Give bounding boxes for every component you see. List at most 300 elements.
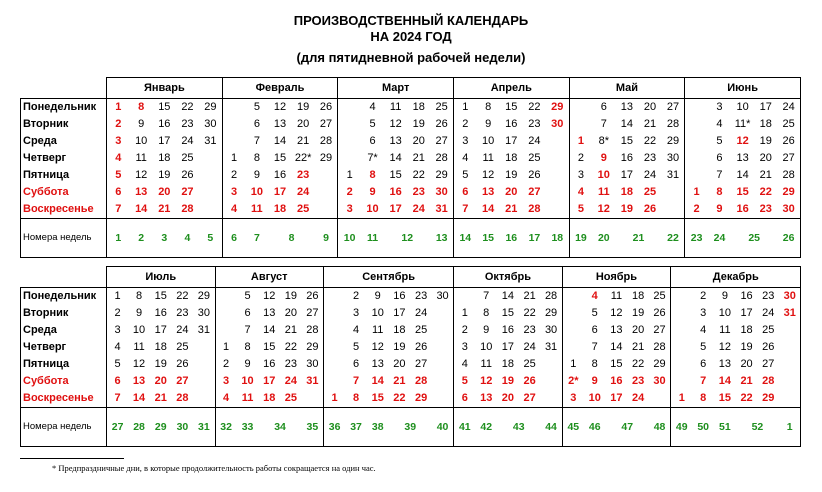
weekday-row bbox=[21, 167, 801, 184]
calendar-day: 26 bbox=[302, 288, 324, 306]
calendar-day: 3 bbox=[562, 390, 584, 408]
calendar-day: 26 bbox=[762, 341, 775, 353]
calendar-day: 17 bbox=[273, 186, 287, 198]
week-number: 1 bbox=[779, 408, 801, 447]
calendar-day: 15 bbox=[153, 99, 176, 117]
calendar-day: 20 bbox=[284, 307, 298, 319]
calendar-day: 17 bbox=[389, 203, 402, 215]
calendar-day: 25 bbox=[414, 324, 428, 336]
weekday-label: Пятница bbox=[21, 167, 107, 184]
calendar-day bbox=[199, 150, 222, 167]
weekday-label: Воскресенье bbox=[21, 390, 107, 408]
calendar-day: 19 bbox=[759, 135, 772, 147]
month-name: Май bbox=[569, 78, 685, 99]
calendar-day: 31 bbox=[199, 133, 222, 150]
calendar-day: 21 bbox=[631, 341, 645, 353]
week-numbers-row bbox=[21, 219, 801, 258]
calendar-day: 14 bbox=[497, 288, 519, 306]
calendar-day: 2 bbox=[685, 201, 708, 219]
calendar-day: 20 bbox=[412, 135, 425, 147]
calendar-day: 10 bbox=[731, 99, 754, 117]
calendar-day: 14 bbox=[389, 152, 402, 164]
calendar-day: 5 bbox=[352, 341, 360, 353]
calendar-day: 25 bbox=[284, 392, 298, 404]
calendar-day: 2 bbox=[338, 184, 361, 201]
month-name: Декабрь bbox=[671, 267, 801, 288]
calendar-day: 2 bbox=[453, 116, 476, 133]
calendar-day: 11 bbox=[597, 186, 610, 198]
calendar-day: 24 bbox=[777, 99, 800, 117]
calendar-day: 11 bbox=[135, 152, 147, 164]
calendar-day: 5 bbox=[107, 356, 129, 373]
calendar-day: 15 bbox=[150, 288, 172, 306]
calendar-day: 29 bbox=[540, 305, 562, 322]
calendar-day: 11 bbox=[251, 203, 263, 215]
calendar-day: 23 bbox=[176, 307, 189, 319]
week-number: 28 bbox=[128, 408, 150, 447]
calendar-day bbox=[432, 356, 454, 373]
calendar-day: 13 bbox=[135, 186, 148, 198]
calendar-day: 17 bbox=[620, 169, 634, 181]
calendar-day: 11 bbox=[719, 324, 731, 336]
week-number: 10 bbox=[338, 219, 361, 258]
calendar-day: 19 bbox=[631, 307, 645, 319]
calendar-day: 19 bbox=[620, 203, 634, 215]
calendar-day: 11 bbox=[482, 152, 494, 164]
calendar-day: 18 bbox=[759, 118, 772, 130]
calendar-day: 5 bbox=[237, 288, 259, 306]
calendar-day: 20 bbox=[393, 358, 406, 370]
calendar-day: 23 bbox=[297, 169, 310, 181]
calendar-day: 3 bbox=[107, 322, 129, 339]
calendar-day: 3 bbox=[215, 373, 237, 390]
calendar-day: 30 bbox=[432, 288, 454, 306]
calendar-day: 17 bbox=[610, 392, 623, 404]
calendar-day bbox=[432, 339, 454, 356]
calendar-day: 16 bbox=[158, 118, 171, 130]
calendar-day: 23 bbox=[523, 324, 536, 336]
week-number: 40 bbox=[432, 408, 454, 447]
calendar-day: 12 bbox=[482, 169, 495, 181]
calendar-day: 2 bbox=[454, 322, 476, 339]
week-number: 16 bbox=[500, 219, 523, 258]
calendar-block-jul-dec bbox=[20, 266, 801, 447]
calendar-day: 15 bbox=[389, 169, 402, 181]
calendar-day: 7 bbox=[700, 375, 707, 387]
calendar-day bbox=[779, 373, 801, 390]
calendar-day: 22 bbox=[523, 99, 546, 117]
calendar-day: 8 bbox=[244, 341, 251, 353]
calendar-day: 27 bbox=[523, 392, 536, 404]
calendar-day: 22 bbox=[393, 392, 406, 404]
calendar-day: 23 bbox=[643, 152, 657, 164]
calendar-day: 7 bbox=[475, 288, 497, 306]
calendar-day: 12 bbox=[268, 99, 291, 117]
calendar-day: 7 bbox=[253, 135, 260, 147]
calendar-day: 29 bbox=[430, 167, 453, 184]
week-number: 34 bbox=[258, 408, 301, 447]
calendar-day: 21 bbox=[393, 375, 406, 387]
calendar-day: 2 bbox=[692, 288, 714, 306]
calendar-day bbox=[193, 373, 215, 390]
calendar-day: 28 bbox=[649, 339, 671, 356]
week-number: 31 bbox=[193, 408, 215, 447]
week-number: 19 bbox=[569, 219, 592, 258]
week-number: 23 bbox=[685, 219, 708, 258]
calendar-day: 6 bbox=[107, 373, 129, 390]
calendar-day: 10 bbox=[241, 375, 254, 387]
calendar-day: 14 bbox=[610, 341, 623, 353]
calendar-day: 9 bbox=[716, 203, 723, 215]
week-number: 3 bbox=[153, 219, 176, 258]
calendar-day: 5 bbox=[454, 373, 476, 390]
calendar-day: 4 bbox=[107, 339, 129, 356]
month-name: Октябрь bbox=[454, 267, 562, 288]
calendar-day: 20 bbox=[631, 324, 645, 336]
calendar-day bbox=[338, 133, 361, 150]
header-spacer bbox=[21, 78, 107, 99]
calendar-day: 3 bbox=[352, 307, 360, 319]
calendar-day bbox=[215, 322, 237, 339]
calendar-day: 10 bbox=[588, 392, 601, 404]
calendar-day: 6 bbox=[244, 307, 251, 319]
calendar-day: 16 bbox=[501, 324, 515, 336]
calendar-day: 28 bbox=[762, 375, 775, 387]
calendar-day: 25 bbox=[649, 288, 671, 306]
calendar-day: 7 bbox=[107, 201, 130, 219]
calendar-day: 29 bbox=[302, 339, 324, 356]
weekday-label: Суббота bbox=[21, 373, 107, 390]
calendar-day: 26 bbox=[649, 305, 671, 322]
calendar-day bbox=[315, 184, 338, 201]
calendar-day: 23 bbox=[412, 186, 425, 198]
calendar-day bbox=[685, 116, 708, 133]
calendar-day: 17 bbox=[505, 135, 518, 147]
calendar-day: 22 bbox=[412, 169, 425, 181]
calendar-day: 24 bbox=[643, 169, 657, 181]
calendar-day: 24 bbox=[414, 307, 428, 319]
calendar-day bbox=[324, 373, 346, 390]
month-name: Январь bbox=[107, 78, 223, 99]
calendar-day: 20 bbox=[297, 118, 310, 130]
week-number: 51 bbox=[714, 408, 736, 447]
week-number: 43 bbox=[497, 408, 540, 447]
week-number: 30 bbox=[172, 408, 194, 447]
month-name: Август bbox=[215, 267, 324, 288]
calendar-day: 13 bbox=[273, 118, 287, 130]
calendar-day bbox=[324, 339, 346, 356]
calendar-day bbox=[199, 201, 222, 219]
calendar-day: 25 bbox=[523, 358, 536, 370]
calendar-day: 9 bbox=[600, 152, 607, 164]
calendar-day bbox=[432, 305, 454, 322]
calendar-day: 4 bbox=[352, 324, 360, 336]
calendar-day: 17 bbox=[158, 135, 171, 147]
calendar-day: 9 bbox=[714, 288, 736, 306]
week-number: 50 bbox=[692, 408, 714, 447]
weekday-row bbox=[21, 99, 801, 117]
weekday-label: Воскресенье bbox=[21, 201, 107, 219]
calendar-day: 4 bbox=[716, 118, 723, 130]
calendar-day: 21 bbox=[154, 392, 167, 404]
calendar-day: 9 bbox=[135, 307, 143, 319]
calendar-day: 8 bbox=[700, 392, 707, 404]
weekday-label: Понедельник bbox=[21, 288, 107, 306]
calendar-day: 4 bbox=[569, 184, 592, 201]
calendar-day bbox=[685, 167, 708, 184]
calendar-day bbox=[193, 339, 215, 356]
month-name: Июль bbox=[107, 267, 216, 288]
weekday-row bbox=[21, 184, 801, 201]
calendar-day: 23 bbox=[410, 288, 432, 306]
calendar-day: 5 bbox=[591, 307, 598, 319]
calendar-day: 25 bbox=[643, 186, 657, 198]
calendar-day: 4 bbox=[454, 356, 476, 373]
calendar-day bbox=[546, 167, 569, 184]
calendar-day: 15 bbox=[718, 392, 731, 404]
calendar-day: 17 bbox=[501, 341, 515, 353]
calendar-day: 6 bbox=[716, 152, 723, 164]
calendar-day: 14 bbox=[736, 169, 749, 181]
calendar-day: 3 bbox=[453, 133, 476, 150]
calendar-day bbox=[215, 305, 237, 322]
calendar-day: 12 bbox=[597, 203, 610, 215]
calendar-day: 19 bbox=[292, 99, 315, 117]
week-number: 25 bbox=[731, 219, 777, 258]
calendar-day: 29 bbox=[546, 99, 569, 117]
calendar-day: 10 bbox=[135, 135, 148, 147]
calendar-day: 15 bbox=[620, 135, 634, 147]
calendar-day bbox=[671, 305, 693, 322]
calendar-day bbox=[193, 390, 215, 408]
calendar-day bbox=[324, 356, 346, 373]
calendar-day bbox=[562, 305, 584, 322]
calendar-day: 14 bbox=[620, 118, 634, 130]
calendar-day bbox=[199, 167, 222, 184]
calendar-day: 21 bbox=[284, 324, 298, 336]
calendar-day: 16 bbox=[610, 375, 623, 387]
calendar-day: 15 bbox=[500, 99, 523, 117]
calendar-day: 2 bbox=[107, 305, 129, 322]
calendar-day: 26 bbox=[523, 375, 536, 387]
calendar-day: 8 bbox=[128, 288, 150, 306]
calendar-day bbox=[779, 356, 801, 373]
calendar-day bbox=[662, 184, 685, 201]
calendar-day: 17 bbox=[754, 99, 777, 117]
calendar-day: 29 bbox=[193, 288, 215, 306]
week-number: 9 bbox=[315, 219, 338, 258]
calendar-day: 16 bbox=[154, 307, 167, 319]
calendar-day: 4 bbox=[584, 288, 606, 306]
calendar-day: 27 bbox=[414, 358, 428, 370]
calendar-day: 27 bbox=[176, 375, 189, 387]
calendar-day: 24 bbox=[528, 135, 541, 147]
calendar-day: 6 bbox=[454, 390, 476, 408]
calendar-day: 20 bbox=[158, 186, 171, 198]
calendar-day: 16 bbox=[273, 169, 287, 181]
calendar-day bbox=[215, 288, 237, 306]
calendar-day bbox=[569, 116, 592, 133]
calendar-day: 30 bbox=[777, 201, 800, 219]
calendar-day: 24 bbox=[762, 307, 775, 319]
calendar-day: 28 bbox=[528, 203, 541, 215]
calendar-day bbox=[338, 116, 361, 133]
calendar-day: 16 bbox=[736, 203, 749, 215]
calendar-day: 15 bbox=[501, 307, 515, 319]
weekday-label: Суббота bbox=[21, 184, 107, 201]
week-number: 12 bbox=[384, 219, 430, 258]
week-number: 1 bbox=[107, 219, 130, 258]
calendar-day bbox=[222, 133, 245, 150]
week-number: 6 bbox=[222, 219, 245, 258]
calendar-day bbox=[685, 99, 708, 117]
calendar-day: 1 bbox=[107, 99, 130, 117]
calendar-day: 11* bbox=[734, 118, 751, 130]
week-number: 8 bbox=[268, 219, 314, 258]
calendar-day: 13 bbox=[480, 392, 493, 404]
calendar-day: 3 bbox=[708, 99, 731, 117]
calendar-day: 2 bbox=[107, 116, 130, 133]
calendar-title: ПРОИЗВОДСТВЕННЫЙ КАЛЕНДАРЬ bbox=[293, 13, 529, 28]
calendar-block-jan-jun bbox=[20, 77, 801, 258]
calendar-day: 11 bbox=[372, 324, 384, 336]
week-number: 26 bbox=[777, 219, 800, 258]
calendar-day: 25 bbox=[430, 99, 453, 117]
week-number: 18 bbox=[546, 219, 569, 258]
calendar-day: 7 bbox=[716, 169, 723, 181]
calendar-day: 31 bbox=[540, 339, 562, 356]
week-number: 46 bbox=[584, 408, 606, 447]
weekday-row bbox=[21, 116, 801, 133]
calendar-day: 23 bbox=[631, 375, 645, 387]
calendar-day: 30 bbox=[540, 322, 562, 339]
calendar-day: 8* bbox=[598, 135, 609, 147]
calendar-day: 20 bbox=[740, 358, 753, 370]
calendar-day: 10 bbox=[366, 203, 379, 215]
calendar-day: 25 bbox=[297, 203, 310, 215]
week-number: 44 bbox=[540, 408, 562, 447]
weekday-label: Вторник bbox=[21, 116, 107, 133]
calendar-day: 2* bbox=[562, 373, 584, 390]
calendar-day: 6 bbox=[592, 99, 615, 117]
weekday-row bbox=[21, 373, 801, 390]
calendar-day: 21 bbox=[505, 203, 518, 215]
calendar-day bbox=[546, 201, 569, 219]
calendar-day: 1 bbox=[107, 288, 129, 306]
weekday-row bbox=[21, 133, 801, 150]
calendar-day: 31 bbox=[302, 373, 324, 390]
calendar-day: 18 bbox=[627, 288, 649, 306]
calendar-day: 24 bbox=[176, 324, 189, 336]
calendar-day: 29 bbox=[199, 99, 222, 117]
calendar-day: 9 bbox=[244, 358, 251, 370]
calendar-day: 9 bbox=[591, 375, 598, 387]
calendar-day: 23 bbox=[284, 358, 298, 370]
calendar-day: 13 bbox=[615, 99, 638, 117]
calendar-day: 4 bbox=[361, 99, 384, 117]
calendar-day: 20 bbox=[501, 392, 515, 404]
calendar-day: 7 bbox=[591, 341, 598, 353]
calendar-day: 9 bbox=[367, 288, 389, 306]
calendar-day: 29 bbox=[414, 392, 428, 404]
calendar-day: 19 bbox=[154, 358, 167, 370]
calendar-day: 14 bbox=[263, 324, 276, 336]
calendar-day: 22 bbox=[172, 288, 194, 306]
calendar-day: 12 bbox=[135, 169, 148, 181]
calendar-day: 12 bbox=[258, 288, 280, 306]
calendar-day: 12 bbox=[610, 307, 623, 319]
calendar-day: 4 bbox=[222, 201, 245, 219]
calendar-day bbox=[315, 201, 338, 219]
calendar-day: 8 bbox=[716, 186, 723, 198]
calendar-day bbox=[779, 339, 801, 356]
calendar-day: 18 bbox=[740, 324, 753, 336]
calendar-day: 21 bbox=[412, 152, 425, 164]
calendar-day: 12 bbox=[389, 118, 402, 130]
calendar-day: 14 bbox=[482, 203, 495, 215]
calendar-day bbox=[685, 133, 708, 150]
calendar-day bbox=[779, 390, 801, 408]
calendar-day: 6 bbox=[107, 184, 130, 201]
calendar-day bbox=[662, 201, 685, 219]
calendar-day: 11 bbox=[241, 392, 254, 404]
calendar-day: 26 bbox=[414, 341, 428, 353]
calendar-day: 11 bbox=[133, 341, 145, 353]
calendar-day: 9 bbox=[485, 118, 492, 130]
calendar-day: 26 bbox=[181, 169, 194, 181]
calendar-day bbox=[199, 184, 222, 201]
calendar-day: 22 bbox=[740, 392, 753, 404]
calendar-day: 14 bbox=[273, 135, 287, 147]
calendar-day: 7* bbox=[367, 152, 378, 164]
calendar-day: 6 bbox=[453, 184, 476, 201]
calendar-day: 28 bbox=[662, 116, 685, 133]
week-number: 13 bbox=[430, 219, 453, 258]
calendar-day: 6 bbox=[369, 135, 376, 147]
calendar-day: 22 bbox=[643, 135, 657, 147]
calendar-day: 26 bbox=[528, 169, 541, 181]
calendar-day: 26 bbox=[643, 203, 657, 215]
calendar-day bbox=[649, 390, 671, 408]
calendar-day: 1 bbox=[324, 390, 346, 408]
calendar-day: 27 bbox=[302, 305, 324, 322]
calendar-day: 21 bbox=[158, 203, 171, 215]
weekday-row bbox=[21, 288, 801, 306]
calendar-day: 28 bbox=[315, 133, 338, 150]
weekday-label: Понедельник bbox=[21, 99, 107, 117]
calendar-day: 12 bbox=[736, 135, 749, 147]
calendar-day bbox=[671, 339, 693, 356]
calendar-day: 9 bbox=[483, 324, 490, 336]
calendar-day: 10 bbox=[482, 135, 495, 147]
calendar-day: 11 bbox=[384, 99, 407, 117]
calendar-day bbox=[338, 150, 361, 167]
header-spacer bbox=[21, 267, 107, 288]
calendar-day: 27 bbox=[662, 99, 685, 117]
calendar-day: 16 bbox=[736, 288, 758, 306]
calendar-day: 17 bbox=[740, 307, 753, 319]
calendar-day: 25 bbox=[762, 324, 775, 336]
calendar-day: 12 bbox=[718, 341, 731, 353]
weekday-label: Вторник bbox=[21, 305, 107, 322]
calendar-day: 29 bbox=[662, 133, 685, 150]
calendar-day bbox=[562, 322, 584, 339]
week-number: 49 bbox=[671, 408, 693, 447]
week-number: 42 bbox=[475, 408, 497, 447]
week-number: 32 bbox=[215, 408, 237, 447]
calendar-day: 30 bbox=[199, 116, 222, 133]
week-number: 48 bbox=[649, 408, 671, 447]
